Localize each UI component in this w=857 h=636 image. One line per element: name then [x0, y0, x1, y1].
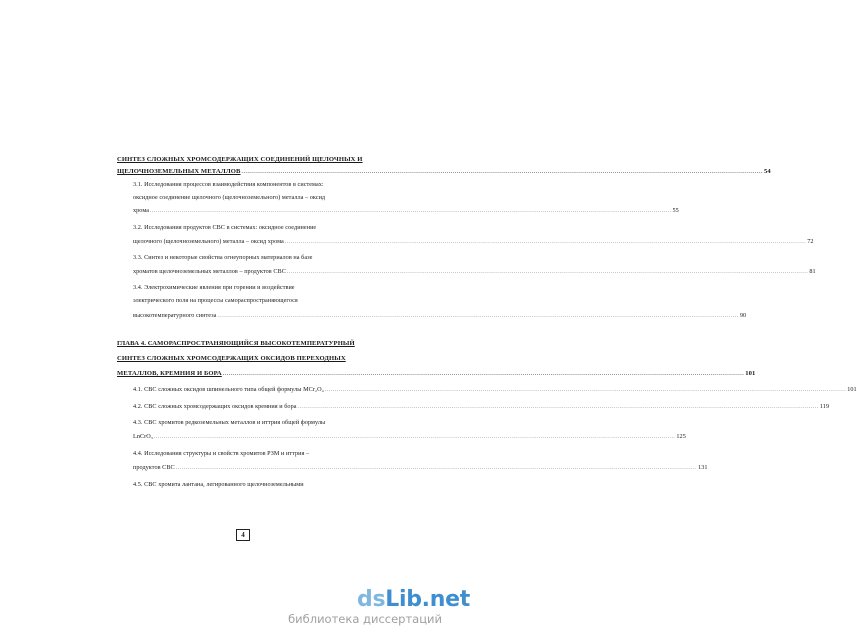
leader-dots — [287, 268, 808, 276]
chapter4-title-row — [117, 370, 756, 378]
chapter4-title-line2: СИНТЕЗ СЛОЖНЫХ ХРОМСОДЕРЖАЩИХ ОКСИДОВ ПЕРЕХОДНЫХ — [117, 355, 346, 362]
section-3-3-page: 81 — [809, 268, 816, 275]
section-3-1-line2: оксидное соединение щелочного (щелочноземельного) металла – оксид — [133, 194, 326, 201]
section-3-4-row — [133, 312, 747, 320]
watermark-tagline: библиотека диссертаций — [288, 612, 442, 626]
section-4-4-line2: продуктов СВС — [133, 464, 175, 471]
section-4-2-line1: 4.2. СВС сложных хромсодержащих оксидов кремния и бора — [133, 403, 297, 410]
section-4-2-page: 119 — [819, 403, 830, 410]
leader-dots — [217, 312, 738, 320]
leader-dots — [154, 433, 675, 441]
watermark[interactable] — [262, 587, 470, 634]
chapter3-title-row — [117, 168, 771, 176]
watermark-logo-part-b: Lib.net — [385, 587, 470, 612]
section-3-4-line2: электрического поля на процессы самораспространяющегося — [133, 297, 298, 304]
section-4-3-line2: LnCrO₃ — [133, 433, 153, 440]
section-4-4-line1: 4.4. Исследования структуры и свойств хромитов РЗМ и иттрия – — [133, 450, 310, 457]
section-3-3-row — [133, 268, 816, 276]
section-3-1-row — [133, 207, 679, 215]
section-3-2-row — [133, 238, 814, 246]
section-3-2-line2: щелочного (щелочноземельного) металла – оксид хрома — [133, 238, 284, 245]
leader-dots — [176, 464, 697, 472]
section-3-3-line1: 3.3. Синтез и некоторые свойства огнеупорных материалов на базе — [133, 254, 313, 261]
leader-dots — [298, 403, 819, 411]
section-4-4-row — [133, 464, 708, 472]
chapter4-title-line3: МЕТАЛЛОВ, КРЕМНИЯ И БОРА — [117, 370, 222, 377]
section-4-1-line1: 4.1. СВС сложных оксидов шпинельного типа общей формулы MCr₂O₄ — [133, 386, 324, 393]
section-3-3-line2: хроматов щелочноземельных металлов – продуктов СВС — [133, 268, 286, 275]
section-4-1-page: 101 — [847, 386, 857, 393]
watermark-logo — [262, 587, 470, 612]
section-3-4-line3: высокотемпературного синтеза — [133, 312, 217, 319]
section-4-3-line1: 4.3. СВС хромитов редкоземельных металлов и иттрия общей формулы — [133, 419, 326, 426]
section-4-4-page: 131 — [698, 464, 708, 471]
section-3-1-page: 55 — [672, 207, 679, 214]
section-4-2-row — [133, 403, 830, 411]
section-3-4-line1: 3.4. Электрохимические явления при горении и воздействие — [133, 284, 295, 291]
section-3-1-line3: хрома — [133, 207, 150, 214]
section-4-3-page: 125 — [676, 433, 686, 440]
watermark-logo-part-a: ds — [357, 587, 386, 612]
section-4-3-row — [133, 433, 686, 441]
section-3-2-page: 72 — [807, 238, 814, 245]
chapter3-title-line1: СИНТЕЗ СЛОЖНЫХ ХРОМСОДЕРЖАЩИХ СОЕДИНЕНИЙ ЩЕЛОЧНЫХ И — [117, 156, 363, 163]
leader-dots — [285, 238, 806, 246]
section-3-4-page: 90 — [739, 312, 747, 319]
section-3-1-line1: 3.1. Исследования процессов взаимодействия компонентов в системах: — [133, 181, 324, 188]
leader-dots — [325, 386, 846, 394]
chapter4-title-line1: ГЛАВА 4. САМОРАСПРОСТРАНЯЮЩИЙСЯ ВЫСОКОТЕМПЕРАТУРНЫЙ — [117, 340, 355, 347]
section-3-2-line1: 3.2. Исследования продуктов СВС в системах: оксидное соединение — [133, 224, 317, 231]
section-4-5-line1: 4.5. СВС хромита лантана, легированного щелочноземельными — [133, 481, 304, 488]
section-4-1-row — [133, 386, 857, 394]
leader-dots — [150, 207, 671, 215]
chapter3-title-line2: ЩЕЛОЧНОЗЕМЕЛЬНЫХ МЕТАЛЛОВ — [117, 168, 241, 175]
page-number: 4 — [236, 529, 250, 541]
leader-dots — [242, 168, 763, 176]
leader-dots — [223, 370, 744, 378]
chapter3-page: 54 — [763, 168, 771, 175]
chapter4-page: 101 — [745, 370, 756, 377]
